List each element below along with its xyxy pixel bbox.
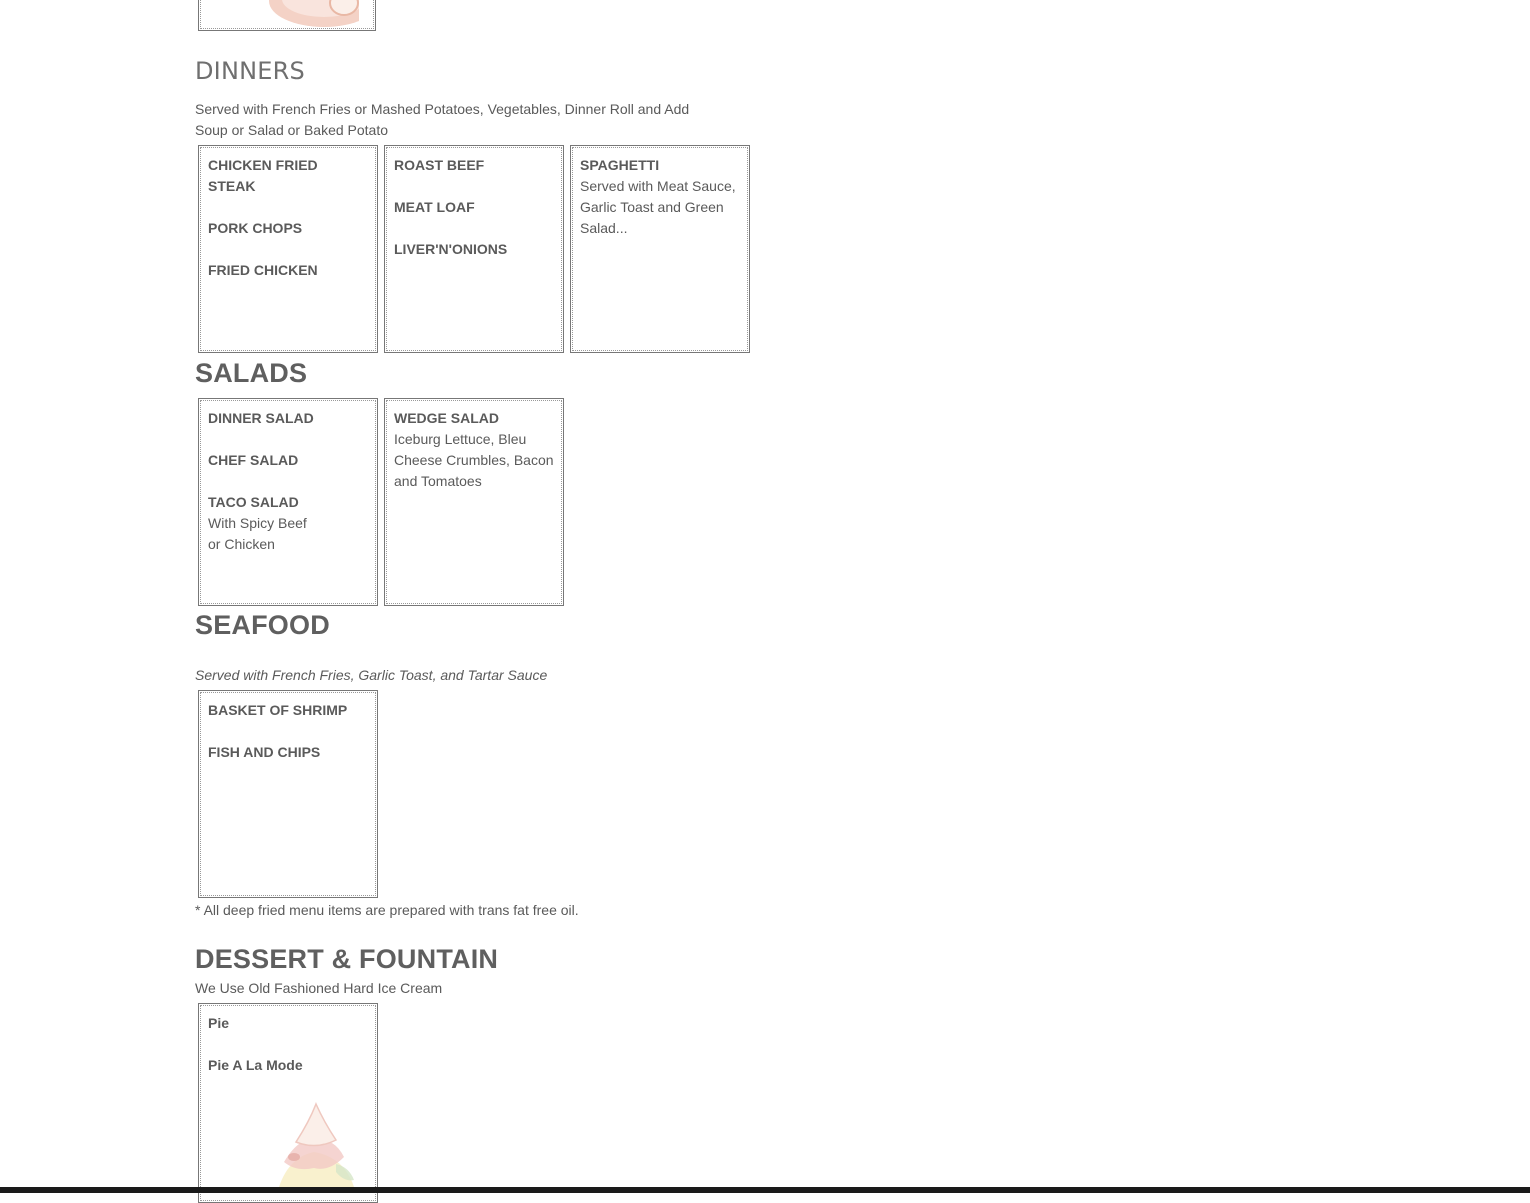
- dinners-note-line1: Served with French Fries or Mashed Potatoes, Vegetables, Dinner Roll and Add: [195, 101, 690, 117]
- menu-item-meat-loaf: MEAT LOAF: [394, 199, 475, 215]
- ham-slice-image: [199, 0, 359, 29]
- dinners-box-1: [198, 145, 378, 353]
- wedge-salad-description: Iceburg Lettuce, Bleu Cheese Crumbles, Bacon and Tomatoes: [394, 431, 554, 489]
- fried-items-footnote: * All deep fried menu items are prepared with trans fat free oil.: [195, 902, 579, 918]
- spaghetti-description: Served with Meat Sauce, Garlic Toast and Green Salad...: [580, 178, 736, 236]
- dinners-heading: DINNERS: [195, 57, 305, 85]
- dessert-heading: DESSERT & FOUNTAIN: [195, 944, 499, 974]
- bottom-bar: [0, 1187, 1530, 1193]
- taco-salad-description-line2: or Chicken: [208, 536, 275, 552]
- menu-item-wedge-salad: WEDGE SALAD: [394, 410, 499, 426]
- menu-item-taco-salad: TACO SALAD: [208, 494, 299, 510]
- salads-box-2: [384, 398, 564, 606]
- pie-a-la-mode-image: [254, 1102, 374, 1197]
- menu-item-chicken-fried-steak: CHICKEN FRIED STEAK: [208, 157, 318, 194]
- menu-item-liver-n-onions: LIVER'N'ONIONS: [394, 241, 508, 257]
- top-image-box: [198, 0, 376, 31]
- salads-heading: SALADS: [195, 358, 308, 388]
- seafood-note: Served with French Fries, Garlic Toast, and Tartar Sauce: [195, 667, 548, 683]
- dinners-note: [195, 99, 689, 141]
- menu-item-pie: Pie: [208, 1015, 230, 1031]
- dessert-note: We Use Old Fashioned Hard Ice Cream: [195, 980, 443, 996]
- menu-item-chef-salad: CHEF SALAD: [208, 452, 299, 468]
- menu-item-roast-beef: ROAST BEEF: [394, 157, 485, 173]
- dinners-note-line2: Soup or Salad or Baked Potato: [195, 122, 389, 138]
- menu-item-pork-chops: PORK CHOPS: [208, 220, 303, 236]
- taco-salad-description-line1: With Spicy Beef: [208, 515, 307, 531]
- menu-item-dinner-salad: DINNER SALAD: [208, 410, 314, 426]
- dinners-box-2: [384, 145, 564, 353]
- salads-box-1: [198, 398, 378, 606]
- menu-item-spaghetti: SPAGHETTI: [580, 157, 660, 173]
- menu-item-fish-and-chips: FISH AND CHIPS: [208, 744, 321, 760]
- seafood-box-1: [198, 690, 378, 898]
- menu-item-pie-a-la-mode: Pie A La Mode: [208, 1057, 303, 1073]
- seafood-heading: SEAFOOD: [195, 610, 330, 640]
- dessert-box-1: [198, 1003, 378, 1203]
- menu-item-fried-chicken: FRIED CHICKEN: [208, 262, 318, 278]
- menu-item-basket-of-shrimp: BASKET OF SHRIMP: [208, 702, 348, 718]
- dinners-box-3: [570, 145, 750, 353]
